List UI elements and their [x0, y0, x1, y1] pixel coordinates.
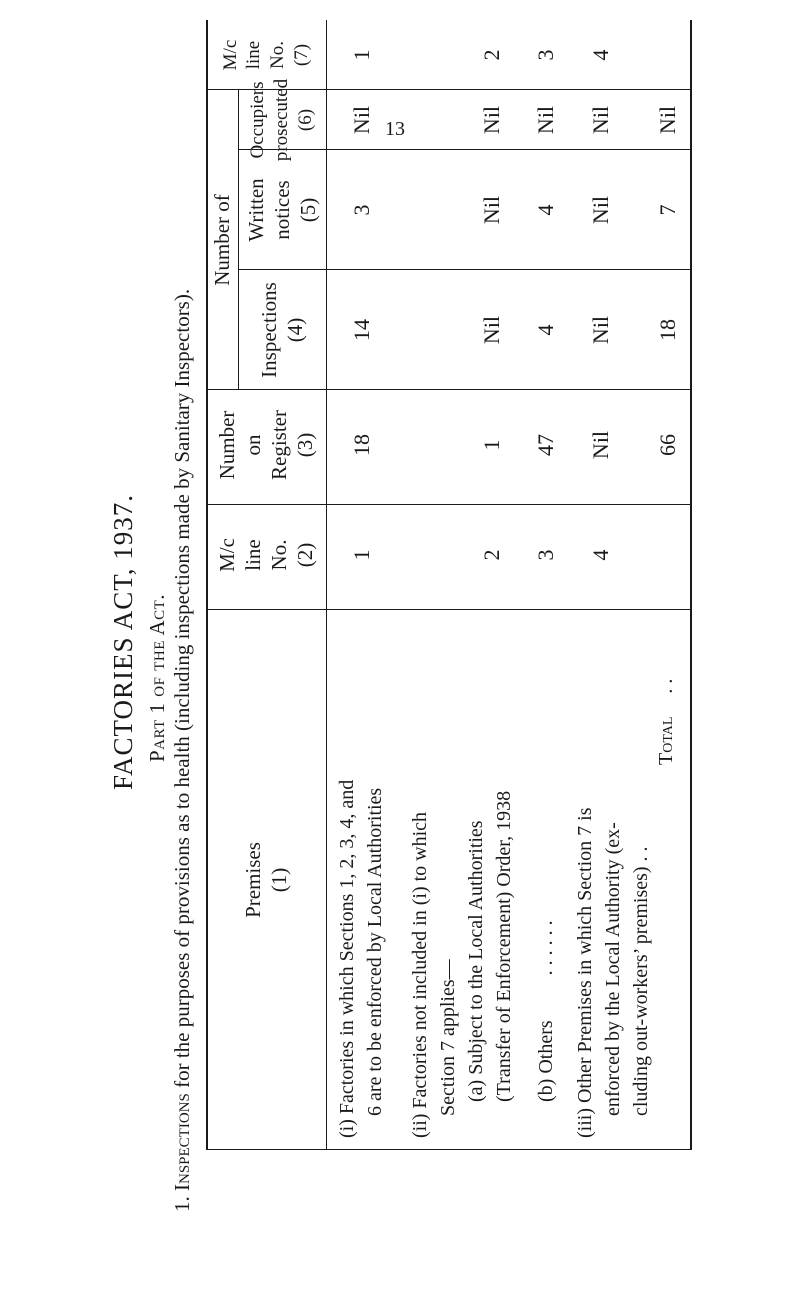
table-bottom-rule: [690, 20, 692, 1150]
notices-header: Written notices (5): [243, 178, 321, 242]
part-title: Part 1 of the Act.: [145, 593, 169, 762]
row-1-mc: 1: [348, 549, 374, 561]
prosecuted-header: Occupiers prosecuted (6): [247, 78, 316, 162]
premises-row-4: (iii) Other Premises in which Section 7 is enforced by the Local Authority (ex- cluding out-workers’ premises) . .: [574, 807, 652, 1138]
section-number: 1.: [170, 1196, 194, 1212]
total-row-label: Total . .: [655, 678, 677, 765]
register-header: Number on Register (3): [214, 410, 318, 480]
row-2-mc: 2: [478, 549, 504, 561]
mc-line-header: M/c line No. (2): [214, 538, 318, 572]
row-2-prosecuted: Nil: [478, 105, 504, 135]
total-notices: 7: [654, 204, 680, 216]
row-1-register: 18: [348, 434, 374, 456]
row-3-inspections: 4: [532, 324, 558, 336]
row-2-inspections: Nil: [478, 315, 504, 345]
section-heading: Inspections: [170, 1093, 194, 1191]
row-4-prosecuted: Nil: [587, 105, 613, 135]
inspections-header: Inspections (4): [256, 282, 307, 378]
row-1-inspections: 14: [348, 319, 374, 341]
row-4-inspections: Nil: [587, 315, 613, 345]
total-inspections: 18: [654, 319, 680, 341]
row-1-mc-right: 1: [348, 49, 374, 61]
section-title: [170, 289, 195, 1212]
row-4-register: Nil: [587, 430, 613, 460]
inspections-table: [206, 20, 696, 1150]
row-2-notices: Nil: [478, 195, 504, 225]
row-4-notices: Nil: [587, 195, 613, 225]
row-4-mc-right: 4: [587, 49, 613, 61]
row-1-notices: 3: [348, 204, 374, 216]
row-3-mc-right: 3: [532, 49, 558, 61]
row-3-register: 47: [532, 434, 558, 456]
premises-row-2: (ii) Factories not included in (i) to which Section 7 applies— (a) Subject to the Local Authorities (Transfer of Enforcement) Order, 1938: [409, 790, 515, 1138]
premises-header: Premises (1): [240, 842, 291, 918]
total-register: 66: [654, 434, 680, 456]
total-prosecuted: Nil: [654, 105, 680, 135]
act-title: FACTORIES ACT, 1937.: [108, 493, 138, 790]
row-4-mc: 4: [587, 549, 613, 561]
section-heading-rest: for the purposes of provisions as to health (including inspections made by Sanitary Inspectors).: [170, 288, 194, 1088]
premises-row-3: (b) Others . . . . . .: [535, 920, 557, 1102]
premises-row-1: (i) Factories in which Sections 1, 2, 3, 4, and 6 are to be enforced by Local Authorities: [336, 779, 386, 1138]
number-of-header: Number of: [209, 194, 234, 286]
row-3-mc: 3: [532, 549, 558, 561]
row-1-prosecuted: Nil: [348, 105, 374, 135]
row-3-prosecuted: Nil: [532, 105, 558, 135]
row-2-register: 1: [478, 439, 504, 451]
page-number: 13: [385, 118, 405, 140]
mc-line-right-header: M/c line No. (7): [219, 39, 312, 71]
row-3-notices: 4: [532, 204, 558, 216]
row-2-mc-right: 2: [478, 49, 504, 61]
